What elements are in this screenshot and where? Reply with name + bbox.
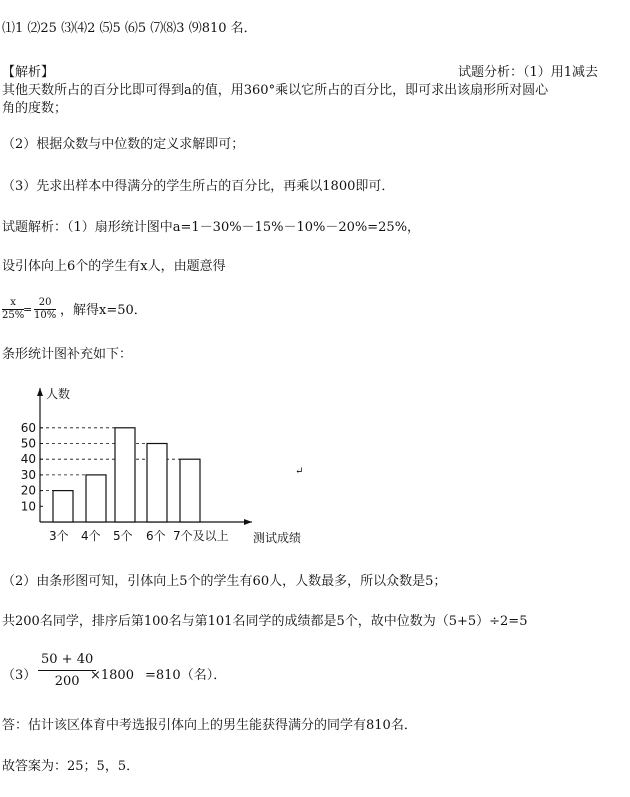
solution-line-1: 试题解析：（1）扇形统计图中a=1－30%－15%－10%－20%=25%， (2, 220, 421, 235)
part-3-numerator: 50 + 40 (38, 652, 96, 671)
final-answer: 故答案为：25；5，5． (2, 759, 140, 774)
conclusion-line: 答：估计该区体育中考选报引体向上的男生能获得满分的同学有810名． (2, 718, 417, 733)
fraction-right-denominator: 10% (34, 310, 57, 321)
fraction-left-denominator: 25% (2, 310, 25, 321)
part-3-prefix: （3） (2, 668, 37, 683)
bar-chart (0, 380, 320, 550)
bar (180, 459, 200, 522)
analysis-intro-right: 试题分析：（1）用1减去 (458, 65, 599, 80)
analysis-line-1: 其他天数所占的百分比即可得到a的值，用360°乘以它所占的百分比，即可求出该扇形所对圆心 (2, 83, 549, 98)
solution-line-2: 设引体向上6个的学生有x人，由题意得 (2, 259, 226, 274)
x-tick-label: 4个 (81, 529, 101, 543)
paragraph-mark: ↵ (295, 466, 304, 477)
fraction-right-numerator: 20 (34, 297, 56, 310)
x-tick-label: 6个 (146, 529, 166, 543)
fraction-left (2, 297, 24, 322)
y-tick-label: 10 (20, 499, 36, 514)
bar-chart-intro: 条形统计图补充如下： (2, 347, 133, 362)
part-3-multiplier: ×1800 (90, 668, 134, 683)
analysis-line-2: 角的度数； (2, 101, 68, 116)
bar (86, 475, 106, 522)
y-axis-label: 人数 (46, 387, 71, 401)
y-tick-label: 60 (20, 420, 36, 435)
x-axis-arrow (244, 519, 252, 525)
bar (115, 428, 135, 522)
analysis-part-3: （3）先求出样本中得满分的学生所占的百分比，再乘以1800即可． (2, 179, 395, 194)
solution-part-2-line-1: （2）由条形图可知，引体向上5个的学生有60人，人数最多，所以众数是5； (2, 574, 447, 589)
analysis-part-2: （2）根据众数与中位数的定义求解即可； (2, 137, 245, 152)
y-tick-label: 20 (20, 483, 36, 498)
part-3-fraction (38, 652, 96, 691)
analysis-label: 【解析】 (2, 65, 55, 80)
fraction-left-numerator: x (2, 297, 24, 310)
bar (147, 444, 167, 523)
x-axis-label: 测试成绩 (253, 531, 302, 545)
y-tick-label: 50 (20, 436, 36, 451)
fraction-right (34, 297, 56, 322)
answer-line: ⑴1 ⑵25 ⑶⑷2 ⑸5 ⑹5 ⑺⑻3 ⑼810 名． (2, 21, 257, 36)
x-tick-label: 5个 (113, 529, 133, 543)
part-3-result: =810（名）． (145, 668, 227, 683)
y-tick-label: 40 (20, 452, 36, 467)
x-tick-label: 7个及以上 (173, 529, 229, 543)
x-tick-label: 3个 (49, 529, 69, 543)
bar (53, 491, 73, 522)
solution-part-2-line-2: 共200名同学，排序后第100名与第101名同学的成绩都是5个，故中位数为（5+5）÷2=5 (2, 614, 528, 629)
equation-tail: ，解得x=50． (60, 303, 147, 318)
y-tick-label: 30 (20, 467, 36, 482)
equals-sign: = (23, 303, 33, 316)
y-axis-arrow (37, 388, 43, 396)
part-3-denominator: 200 (54, 674, 80, 689)
